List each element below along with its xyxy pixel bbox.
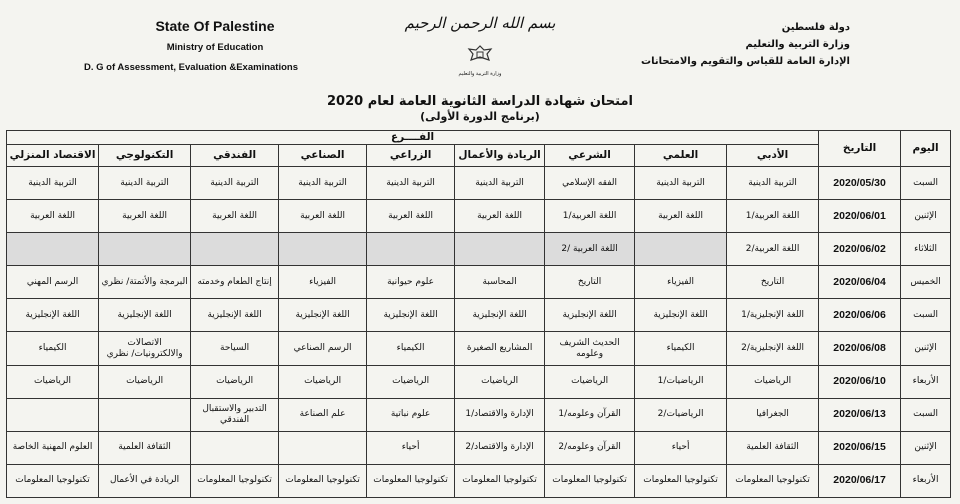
- subject-cell: الرسم الصناعي: [279, 332, 367, 365]
- subject-cell: [635, 233, 727, 266]
- subject-cell: تكنولوجيا المعلومات: [727, 464, 819, 497]
- subject-cell: التربية الدينية: [191, 167, 279, 200]
- subject-cell: الحديث الشريف وعلومه: [545, 332, 635, 365]
- letterhead: [0, 0, 960, 88]
- subject-cell: [191, 431, 279, 464]
- subject-cell: الرياضيات: [367, 365, 455, 398]
- day-cell: الثلاثاء: [901, 233, 951, 266]
- english-letterhead: [70, 18, 360, 73]
- subject-cell: البرمجة والأتمتة/ نظري: [99, 266, 191, 299]
- date-cell: 2020/05/30: [819, 167, 901, 200]
- branch-name: الشرعي: [545, 145, 635, 167]
- subject-cell: السياحة: [191, 332, 279, 365]
- subject-cell: الرياضيات/2: [635, 398, 727, 431]
- subject-cell: اللغة الإنجليزية/1: [727, 299, 819, 332]
- table-row: [7, 299, 951, 332]
- subject-cell: الرياضيات/1: [635, 365, 727, 398]
- subject-cell: تكنولوجيا المعلومات: [367, 464, 455, 497]
- subject-cell: الجغرافيا: [727, 398, 819, 431]
- subject-cell: اللغة العربية: [191, 200, 279, 233]
- subject-cell: اللغة الإنجليزية: [455, 299, 545, 332]
- subject-cell: اللغة الإنجليزية: [545, 299, 635, 332]
- en-ministry: Ministry of Education: [166, 42, 264, 53]
- subject-cell: اللغة الإنجليزية/2: [727, 332, 819, 365]
- subject-cell: اللغة الإنجليزية: [7, 299, 99, 332]
- subject-cell: [7, 233, 99, 266]
- subject-cell: أحياء: [367, 431, 455, 464]
- subject-cell: التاريخ: [545, 266, 635, 299]
- subject-cell: اللغة العربية: [635, 200, 727, 233]
- subject-cell: العلوم المهنية الخاصة: [7, 431, 99, 464]
- subject-cell: اللغة الإنجليزية: [635, 299, 727, 332]
- subject-cell: الكيمياء: [367, 332, 455, 365]
- subject-cell: تكنولوجيا المعلومات: [455, 464, 545, 497]
- date-cell: 2020/06/06: [819, 299, 901, 332]
- subject-cell: الكيمياء: [7, 332, 99, 365]
- date-cell: 2020/06/13: [819, 398, 901, 431]
- subject-cell: الثقافة العلمية: [99, 431, 191, 464]
- branch-name: الاقتصاد المنزلي: [7, 145, 99, 167]
- subject-cell: الاتصالات والالكترونيات/ نظري: [99, 332, 191, 365]
- date-cell: 2020/06/15: [819, 431, 901, 464]
- subject-cell: [99, 398, 191, 431]
- subject-cell: الريادة في الأعمال: [99, 464, 191, 497]
- subject-cell: تكنولوجيا المعلومات: [635, 464, 727, 497]
- exam-title-block: [0, 94, 960, 123]
- header-day: اليوم: [901, 131, 951, 167]
- subject-cell: تكنولوجيا المعلومات: [191, 464, 279, 497]
- table-row: [7, 398, 951, 431]
- subject-cell: اللغة العربية/1: [545, 200, 635, 233]
- subject-cell: التاريخ: [727, 266, 819, 299]
- subject-cell: الرياضيات: [727, 365, 819, 398]
- subject-cell: اللغة العربية/2: [727, 233, 819, 266]
- subject-cell: اللغة العربية /2: [545, 233, 635, 266]
- subject-cell: علم الصناعة: [279, 398, 367, 431]
- subject-cell: التربية الدينية: [7, 167, 99, 200]
- header-branch: الفــــرع: [7, 131, 819, 145]
- day-cell: السبت: [901, 167, 951, 200]
- subject-cell: [279, 431, 367, 464]
- emblem-caption: وزارة التربية والتعليم: [458, 71, 502, 77]
- day-cell: السبت: [901, 299, 951, 332]
- table-row: [7, 200, 951, 233]
- branch-name: الريادة والأعمال: [455, 145, 545, 167]
- subject-cell: اللغة العربية: [7, 200, 99, 233]
- subject-cell: التربية الدينية: [455, 167, 545, 200]
- day-cell: الأربعاء: [901, 365, 951, 398]
- branch-name: الفندقي: [191, 145, 279, 167]
- subject-cell: الرياضيات: [99, 365, 191, 398]
- subject-cell: [367, 233, 455, 266]
- subject-cell: [455, 233, 545, 266]
- palestine-emblem-icon: [450, 44, 510, 80]
- subject-cell: [279, 233, 367, 266]
- ar-department: الإدارة العامة للقياس والتقويم والامتحانات: [641, 56, 850, 67]
- subject-cell: المشاريع الصغيرة: [455, 332, 545, 365]
- table-row: [7, 365, 951, 398]
- subject-cell: [191, 233, 279, 266]
- subject-cell: الرياضيات: [279, 365, 367, 398]
- subject-cell: أحياء: [635, 431, 727, 464]
- subject-cell: [7, 398, 99, 431]
- ar-state-title: دولة فلسطين: [781, 22, 850, 33]
- subject-cell: الرسم المهني: [7, 266, 99, 299]
- day-cell: السبت: [901, 398, 951, 431]
- date-cell: 2020/06/10: [819, 365, 901, 398]
- subject-cell: التربية الدينية: [635, 167, 727, 200]
- date-cell: 2020/06/08: [819, 332, 901, 365]
- subject-cell: اللغة الإنجليزية: [367, 299, 455, 332]
- subject-cell: علوم نباتية: [367, 398, 455, 431]
- subject-cell: المحاسبة: [455, 266, 545, 299]
- subject-cell: التربية الدينية: [279, 167, 367, 200]
- exam-schedule-table: [6, 130, 951, 498]
- date-cell: 2020/06/01: [819, 200, 901, 233]
- subject-cell: التدبير والاستقبال الفندقي: [191, 398, 279, 431]
- subject-cell: تكنولوجيا المعلومات: [545, 464, 635, 497]
- subject-cell: الفقه الإسلامي: [545, 167, 635, 200]
- subject-cell: إنتاج الطعام وخدمته: [191, 266, 279, 299]
- table-header-row: [7, 131, 951, 145]
- subject-cell: الرياضيات: [191, 365, 279, 398]
- subject-cell: اللغة العربية: [367, 200, 455, 233]
- exam-title: امتحان شهادة الدراسة الثانوية العامة لعام 2020: [327, 94, 633, 109]
- table-row: [7, 431, 951, 464]
- table-row: [7, 233, 951, 266]
- exam-subtitle: (برنامج الدورة الأولى): [420, 110, 540, 123]
- subject-cell: الرياضيات: [545, 365, 635, 398]
- subject-cell: الفيزياء: [279, 266, 367, 299]
- subject-cell: الفيزياء: [635, 266, 727, 299]
- subject-cell: اللغة الإنجليزية: [191, 299, 279, 332]
- branch-names-row: [7, 145, 951, 167]
- date-cell: 2020/06/02: [819, 233, 901, 266]
- branch-name: العلمي: [635, 145, 727, 167]
- subject-cell: تكنولوجيا المعلومات: [279, 464, 367, 497]
- subject-cell: اللغة العربية: [99, 200, 191, 233]
- subject-cell: اللغة العربية: [455, 200, 545, 233]
- table-row: [7, 464, 951, 497]
- en-state-title: State Of Palestine: [155, 18, 275, 34]
- subject-cell: الرياضيات: [455, 365, 545, 398]
- subject-cell: القرآن وعلومه/2: [545, 431, 635, 464]
- subject-cell: الرياضيات: [7, 365, 99, 398]
- subject-cell: تكنولوجيا المعلومات: [7, 464, 99, 497]
- arabic-letterhead: [590, 22, 850, 67]
- subject-cell: [99, 233, 191, 266]
- subject-cell: التربية الدينية: [367, 167, 455, 200]
- ar-ministry: وزارة التربية والتعليم: [745, 39, 850, 50]
- header-date: التاريخ: [819, 131, 901, 167]
- subject-cell: الإدارة والاقتصاد/2: [455, 431, 545, 464]
- subject-cell: القرآن وعلومه/1: [545, 398, 635, 431]
- branch-name: التكنولوجي: [99, 145, 191, 167]
- day-cell: الخميس: [901, 266, 951, 299]
- subject-cell: اللغة الإنجليزية: [279, 299, 367, 332]
- day-cell: الإثنين: [901, 431, 951, 464]
- subject-cell: التربية الدينية: [99, 167, 191, 200]
- day-cell: الإثنين: [901, 200, 951, 233]
- subject-cell: اللغة العربية: [279, 200, 367, 233]
- subject-cell: التربية الدينية: [727, 167, 819, 200]
- subject-cell: علوم حيوانية: [367, 266, 455, 299]
- subject-cell: اللغة العربية/1: [727, 200, 819, 233]
- subject-cell: الإدارة والاقتصاد/1: [455, 398, 545, 431]
- en-department: D. G of Assessment, Evaluation &Examinations: [84, 62, 298, 73]
- day-cell: الأربعاء: [901, 464, 951, 497]
- branch-name: الزراعي: [367, 145, 455, 167]
- basmala-calligraphy: بسم الله الرحمن الرحيم: [404, 14, 556, 32]
- branch-name: الأدبي: [727, 145, 819, 167]
- subject-cell: اللغة الإنجليزية: [99, 299, 191, 332]
- day-cell: الإثنين: [901, 332, 951, 365]
- branch-name: الصناعي: [279, 145, 367, 167]
- table-row: [7, 167, 951, 200]
- date-cell: 2020/06/17: [819, 464, 901, 497]
- subject-cell: الثقافة العلمية: [727, 431, 819, 464]
- table-row: [7, 332, 951, 365]
- date-cell: 2020/06/04: [819, 266, 901, 299]
- table-row: [7, 266, 951, 299]
- subject-cell: الكيمياء: [635, 332, 727, 365]
